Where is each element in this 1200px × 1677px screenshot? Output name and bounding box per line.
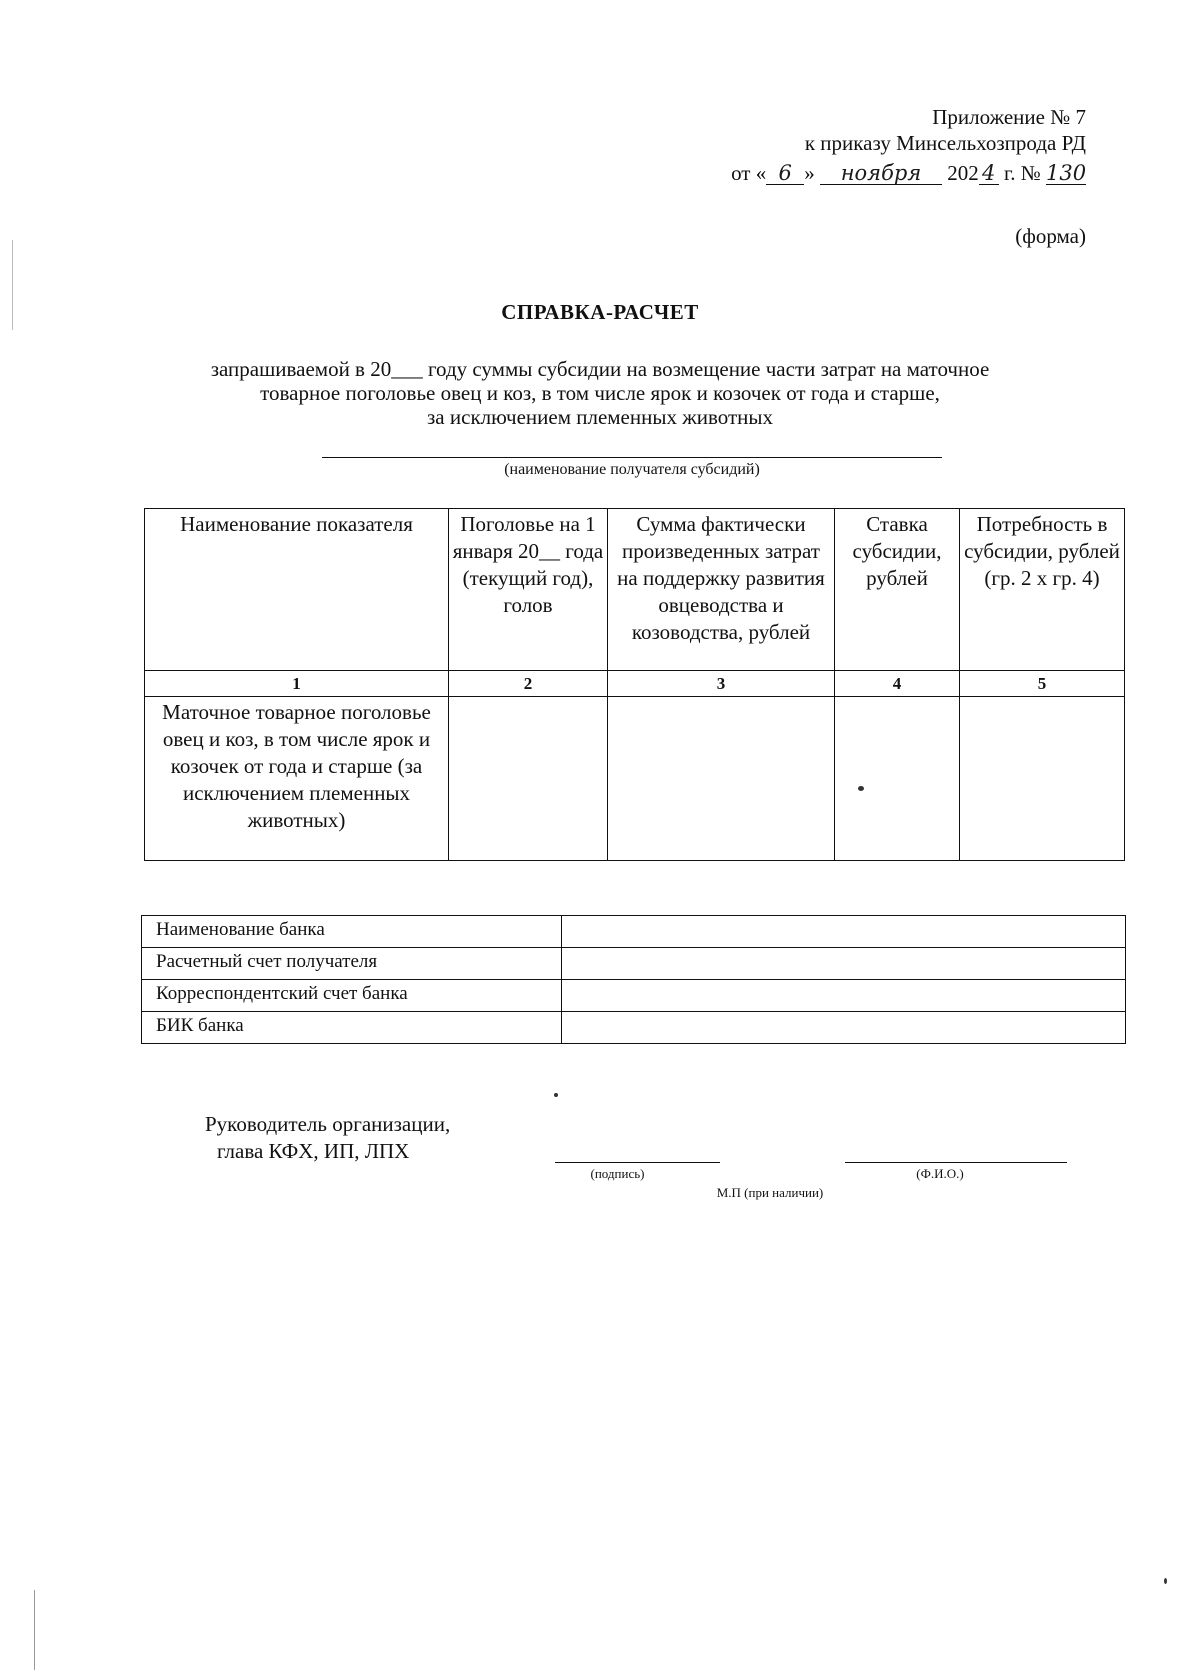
bank-details-table bbox=[141, 915, 1126, 1044]
signature-caption: (подпись) bbox=[590, 1166, 645, 1181]
signatory-line-2: глава КФХ, ИП, ЛПХ bbox=[217, 1139, 410, 1163]
bik-value[interactable] bbox=[562, 1012, 1126, 1044]
date-prefix: от « bbox=[731, 161, 767, 185]
subtitle-line-1: запрашиваемой в 20___ году суммы субсидии на возмещение части затрат на маточное bbox=[210, 357, 990, 381]
correspondent-account-label: Корреспондентский счет банка bbox=[142, 980, 562, 1012]
column-number: 1 bbox=[145, 671, 449, 697]
full-name-line[interactable] bbox=[845, 1162, 1067, 1163]
signatory-title bbox=[205, 1111, 450, 1165]
column-number: 3 bbox=[608, 671, 835, 697]
scan-speck bbox=[1164, 1578, 1167, 1584]
scan-edge-mark bbox=[12, 240, 13, 330]
recipient-caption: (наименование получателя субсидий) bbox=[504, 461, 760, 478]
settlement-account-value[interactable] bbox=[562, 948, 1126, 980]
scan-speck bbox=[554, 1093, 558, 1097]
bank-row bbox=[142, 980, 1126, 1012]
date-year-digit: 4 bbox=[979, 162, 999, 185]
header-actual-costs: Сумма фактически произведенных затрат на поддержку развития овцеводства и козоводства, рублей bbox=[608, 509, 835, 671]
subtitle-line-2: товарное поголовье овец и коз, в том числе ярок и козочек от года и старше, bbox=[260, 381, 940, 405]
date-suffix: г. № bbox=[1003, 161, 1041, 185]
subsidy-rate-cell[interactable] bbox=[835, 697, 960, 861]
subtitle-line-3: за исключением племенных животных bbox=[427, 405, 773, 429]
full-name-caption: (Ф.И.О.) bbox=[916, 1166, 964, 1181]
document-title: СПРАВКА-РАСЧЕТ bbox=[501, 300, 699, 324]
calculation-table bbox=[144, 508, 1125, 861]
header-indicator-name: Наименование показателя bbox=[145, 509, 449, 671]
bank-row bbox=[142, 948, 1126, 980]
actual-costs-cell[interactable] bbox=[608, 697, 835, 861]
table-row bbox=[145, 697, 1125, 861]
date-day: 6 bbox=[766, 162, 804, 185]
appendix-line-1: Приложение № 7 bbox=[932, 105, 1086, 129]
appendix-line-2: к приказу Минсельхозпрода РД bbox=[804, 131, 1086, 155]
livestock-count-cell[interactable] bbox=[449, 697, 608, 861]
date-year-prefix: 202 bbox=[947, 161, 979, 185]
signatory-line-1: Руководитель организации, bbox=[205, 1112, 451, 1136]
column-number: 5 bbox=[960, 671, 1125, 697]
bank-row bbox=[142, 1012, 1126, 1044]
column-number: 4 bbox=[835, 671, 960, 697]
bik-label: БИК банка bbox=[142, 1012, 562, 1044]
column-number: 2 bbox=[449, 671, 608, 697]
recipient-name-line[interactable] bbox=[322, 457, 942, 458]
correspondent-account-value[interactable] bbox=[562, 980, 1126, 1012]
header-subsidy-rate: Ставка субсидии, рублей bbox=[835, 509, 960, 671]
appendix-date-line bbox=[731, 160, 1086, 186]
row-label: Маточное товарное поголовье овец и коз, в том числе ярок и козочек от года и старше (за исключением племенных животных) bbox=[145, 697, 449, 861]
column-number-row bbox=[145, 671, 1125, 697]
scan-edge-mark bbox=[34, 1590, 35, 1670]
document-subtitle bbox=[150, 357, 1050, 429]
bank-name-value[interactable] bbox=[562, 916, 1126, 948]
subsidy-need-cell[interactable] bbox=[960, 697, 1125, 861]
bank-name-label: Наименование банка bbox=[142, 916, 562, 948]
scan-speck bbox=[858, 786, 864, 791]
table-header-row bbox=[145, 509, 1125, 671]
form-label: (форма) bbox=[1015, 224, 1086, 248]
settlement-account-label: Расчетный счет получателя bbox=[142, 948, 562, 980]
date-month: ноября bbox=[820, 162, 942, 185]
signature-line[interactable] bbox=[555, 1162, 720, 1163]
header-subsidy-need: Потребность в субсидии, рублей (гр. 2 x гр. 4) bbox=[960, 509, 1125, 671]
order-number: 130 bbox=[1046, 161, 1087, 185]
bank-row bbox=[142, 916, 1126, 948]
stamp-caption: М.П (при наличии) bbox=[716, 1185, 824, 1200]
date-mid: » bbox=[804, 161, 815, 185]
header-livestock-count: Поголовье на 1 января 20__ года (текущий год), голов bbox=[449, 509, 608, 671]
